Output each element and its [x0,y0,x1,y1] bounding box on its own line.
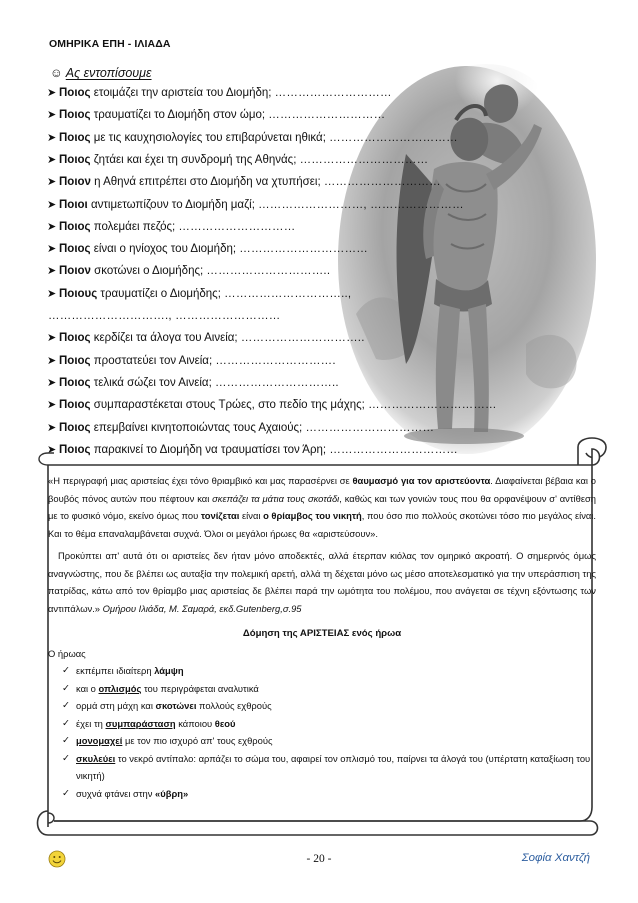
question-text: πολεμάει πεζός; [90,220,179,233]
structure-item [62,697,596,715]
arrow-bullet-icon: ➤ [47,198,57,211]
question-text: η Αθηνά επιτρέπει στο Διομήδη να χτυπήσει; [90,176,324,189]
question-keyword: Ποιος [59,243,91,256]
question-line [47,376,339,390]
hero-engraving-illustration [336,64,598,456]
answer-blank[interactable]: …………………………… [239,243,368,256]
question-text: τραυματίζει ο Διομήδης; [97,287,225,300]
question-text: ζητάει και έχει τη συνδρομή της Αθηνάς; [90,153,300,166]
question-line [47,287,351,301]
quote-text: «Η περιγραφή μιας αριστείας έχει τόνο θριαμβικό και μας παρασέρνει σε [48,475,353,486]
structure-item-text: εκπέμπει ιδιαίτερη [76,665,155,676]
structure-item-key: συμπαράσταση [105,717,176,729]
quote-paragraph-2 [48,547,596,617]
quote-citation: Ομήρου Ιλιάδα, Μ. Σαμαρά, εκδ.Gutenberg,σ.95 [102,602,302,614]
arrow-bullet-icon: ➤ [47,443,57,456]
answer-blank[interactable]: …………………………., ……………………… [48,310,281,322]
arrow-bullet-icon: ➤ [47,354,57,367]
question-keyword: Ποιος [59,109,91,122]
question-text: κερδίζει τα άλογα του Αινεία; [90,332,241,345]
question-keyword: Ποιον [59,265,91,278]
check-icon: ✓ [62,735,70,746]
structure-item [62,680,596,698]
structure-item [62,750,596,785]
structure-item [62,732,596,750]
answer-blank[interactable]: ………………………….. [206,265,331,278]
question-text: συμπαραστέκεται στους Τρώες, στο πεδίο της μάχης; [90,399,369,412]
structure-item-text: ορμά στη μάχη και [76,700,156,711]
structure-item-text: κάποιου [175,717,215,729]
question-keyword: Ποιος [59,87,91,99]
question-line [47,153,428,167]
answer-blank[interactable]: …………………………. [215,354,336,367]
question-line [47,131,458,145]
arrow-bullet-icon: ➤ [47,109,57,122]
question-keyword: Ποιος [59,443,91,456]
question-keyword: Ποιος [59,399,91,412]
smiley-icon: ☺ [50,66,63,80]
structure-item-text: πολλούς εχθρούς [196,700,272,711]
question-line [48,309,281,323]
arrow-bullet-icon: ➤ [47,243,57,256]
engraving-svg [336,64,598,456]
question-text: τραυματίζει το Διομήδη στον ώμο; [90,109,269,122]
question-line [47,220,295,234]
scroll-content [48,472,596,802]
structure-item-text: του περιγράφεται αναλυτικά [141,682,259,694]
question-keyword: Ποιος [59,131,91,144]
quote-italic: σκεπάζει τα μάτια τους σκοτάδι [212,492,340,504]
question-keyword: Ποιος [59,153,91,166]
question-keyword: Ποιος [59,332,91,345]
question-keyword: Ποιος [59,220,91,233]
question-line [47,198,464,212]
check-icon: ✓ [62,665,70,676]
structure-item-key: λάμψη [154,665,184,676]
question-text: ετοιμάζει την αριστεία του Διομήδη; [90,87,275,99]
question-text: με τις καυχησιολογίες του επιβαρύνεται ηθικά; [90,131,330,144]
page-header-title: ΟΜΗΡΙΚΑ ΕΠΗ - ΙΛΙΑΔΑ [49,38,171,50]
quote-emphasis: τονίζεται [200,510,240,521]
question-text: είναι ο ηνίοχος του Διομήδη; [90,243,240,256]
structure-item-text: έχει τη [76,717,106,729]
check-icon: ✓ [62,752,70,764]
answer-blank[interactable]: …………………………… [329,443,459,456]
check-icon: ✓ [62,682,70,694]
question-text: σκοτώνει ο Διομήδης; [90,265,207,278]
structure-item [62,715,596,733]
answer-blank[interactable]: ………………………, …………………… [258,198,464,211]
answer-blank[interactable]: ………………………… [268,109,386,122]
question-keyword: Ποιον [59,176,91,189]
quote-text: Προκύπτει απ' αυτά ότι οι αριστείες δεν ήταν μόνο αποδεκτές, αλλά έτερπαν κιόλας τον ομηρικό ακροατή. Ο σημερινός όμως αναγνώστης, που δε βλέπει ως αυταξία την πολεμική αρετή, αλλά τη δέχεται μόνο ως μέσο αποτελεσματικό για την υπεράσπιση της πατρίδας, κάτω από τον θρίαμβο μιας αριστείας δε βλέπει παρά την ωμότητα του πολέμου, που ανάγεται σε τέχνη εξόντωσης των αντιπάλων.» [48,550,596,614]
quote-text: είναι [239,510,264,521]
structure-item-key: σκοτώνει [155,700,197,711]
check-icon: ✓ [62,700,70,711]
structure-item-text: το νεκρό αντίπαλο: αρπάζει το σώμα του, αφαιρεί τον οπλισμό του, παίρνει τα άλογά του (υπέρτατη καταξίωση του νικητή) [76,752,591,781]
question-keyword: Ποιος [59,354,91,367]
answer-blank[interactable]: ………………………… [178,220,296,233]
structure-item-key: οπλισμός [98,682,142,694]
quote-emphasis: ο θρίαμβος του νικητή [263,510,362,521]
structure-title: Δόμηση της ΑΡΙΣΤΕΙΑΣ ενός ήρωα [242,628,402,639]
arrow-bullet-icon: ➤ [47,399,57,412]
arrow-bullet-icon: ➤ [47,87,57,99]
quote-block [48,472,596,617]
answer-blank[interactable]: ………………………….. [240,332,365,345]
question-line [47,86,392,100]
question-line [47,108,385,122]
structure-intro: Ο ήρωας [48,647,86,659]
question-line [47,421,434,435]
structure-item-text: με τον πιο ισχυρό απ' τους εχθρούς [122,735,273,746]
question-line [47,331,365,345]
arrow-bullet-icon: ➤ [47,153,57,166]
arrow-bullet-icon: ➤ [47,265,57,278]
question-text: επεμβαίνει κινητοποιώντας τους Αχαιούς; [90,421,306,434]
answer-blank[interactable]: …………………………… [299,153,429,166]
question-line [47,264,330,278]
structure-item [62,662,596,680]
question-keyword: Ποιοι [59,198,88,211]
quote-text: , που όσο πιο πολλούς σκοτώνει τόσο πιο μεγάλος είναι. Και το θέμα επαναλαμβάνεται συχνά. Όλοι οι μεγάλοι ήρωες θα «αριστεύσουν». [48,510,596,539]
structure-item-key: μονομαχεί [76,735,123,746]
structure-item-text: και ο [76,682,99,694]
answer-blank[interactable]: …………………………… [329,131,458,144]
subheading-text: Ας εντοπίσουμε [65,66,152,80]
question-text: προστατεύει τον Αινεία; [90,354,216,367]
quote-paragraph-1 [48,472,596,542]
arrow-bullet-icon: ➤ [47,287,57,300]
question-keyword: Ποιος [59,376,91,389]
structure-item-key: σκυλεύει [76,752,116,764]
question-text: τελικά σώζει τον Αινεία; [90,376,215,389]
question-line [47,242,368,256]
question-keyword: Ποιους [59,287,98,300]
author-name: Σοφία Χαντζή [521,852,590,864]
question-text: παρακινεί το Διομήδη να τραυματίσει τον Άρη; [90,443,330,456]
question-line [47,398,497,412]
structure-checklist [48,662,596,802]
arrow-bullet-icon: ➤ [47,131,57,144]
check-icon: ✓ [62,787,70,799]
answer-blank[interactable]: ………………………… [323,176,441,189]
answer-blank[interactable]: …………………………… [368,399,497,412]
structure-item [62,785,596,803]
question-line [47,175,441,189]
subheading-lets-find [50,66,152,80]
answer-blank[interactable]: ………………………….., [224,287,352,300]
question-text: αντιμετωπίζουν το Διομήδη μαζί; [87,198,259,211]
answer-blank[interactable]: …………………………… [305,421,435,434]
arrow-bullet-icon: ➤ [47,332,57,345]
answer-blank[interactable]: ………………………… [274,87,392,99]
quote-emphasis: θαυμασμό για τον αριστεύοντα [352,475,491,486]
question-line [47,354,336,368]
arrow-bullet-icon: ➤ [47,220,57,233]
arrow-bullet-icon: ➤ [47,176,57,189]
arrow-bullet-icon: ➤ [47,421,57,434]
structure-item-text: συχνά φτάνει στην [76,787,156,799]
arrow-bullet-icon: ➤ [47,376,57,389]
structure-item-key: «ύβρη» [155,787,189,799]
question-keyword: Ποιος [59,421,91,434]
quote-text: . Διαφαίνεται βέβαια και ο βουβός πόνος αυτών που πέφτουν και [48,475,597,504]
page-number: - 20 - [306,853,332,865]
quote-text: , καθώς και των γονιών τους που θα ορφανέψουν σ' αντίθεση με το φυσικό νόμο, εκείνο όμως που [48,492,597,521]
check-icon: ✓ [62,717,70,729]
structure-item-key: θεού [214,717,236,729]
answer-blank[interactable]: ………………………….. [214,376,339,389]
